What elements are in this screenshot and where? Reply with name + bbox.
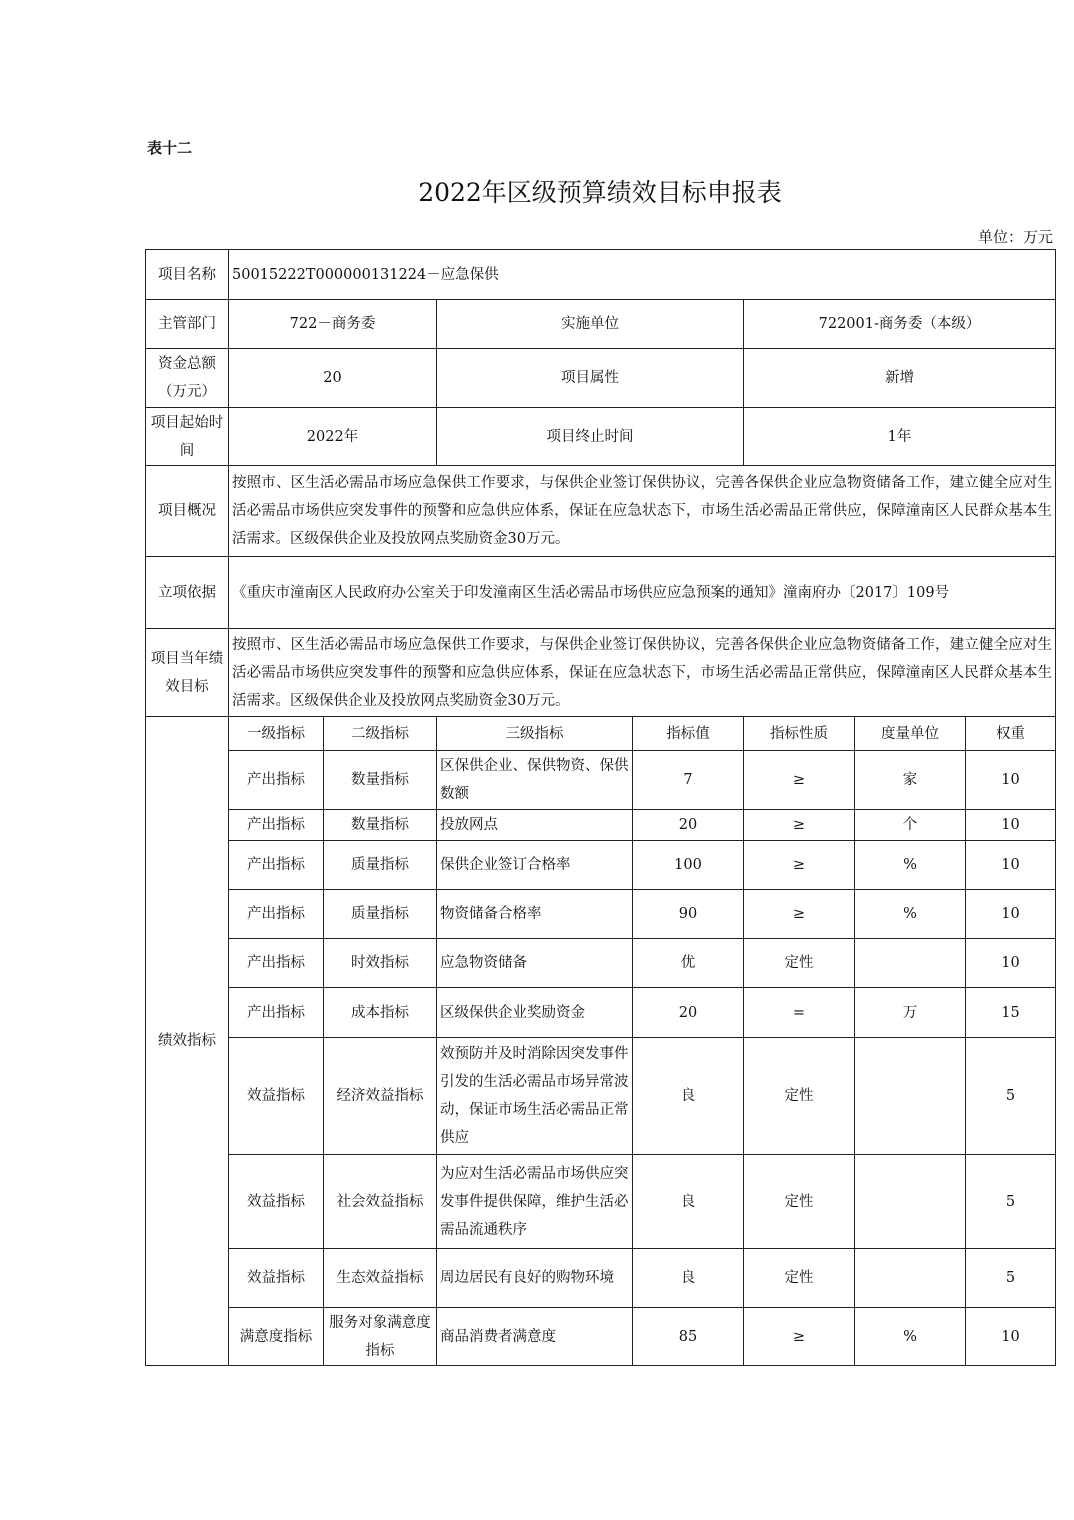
indicator-unit: % bbox=[855, 890, 966, 939]
indicator-level1: 产出指标 bbox=[229, 939, 324, 988]
indicator-row bbox=[146, 939, 1056, 988]
header-level1: 一级指标 bbox=[229, 717, 324, 751]
indicator-value: 良 bbox=[633, 1155, 744, 1249]
indicator-row bbox=[146, 1038, 1056, 1155]
indicator-weight: 10 bbox=[966, 810, 1056, 841]
indicators-section-label: 绩效指标 bbox=[146, 717, 229, 1366]
row-project-name bbox=[146, 250, 1056, 300]
indicator-weight: 5 bbox=[966, 1249, 1056, 1308]
indicator-level3: 投放网点 bbox=[437, 810, 633, 841]
project-name-value: 50015222T000000131224－应急保供 bbox=[229, 250, 1056, 300]
impl-value: 722001-商务委（本级） bbox=[744, 300, 1056, 349]
fund-label: 资金总额（万元） bbox=[146, 349, 229, 408]
indicator-level2: 数量指标 bbox=[324, 751, 437, 810]
header-level2: 二级指标 bbox=[324, 717, 437, 751]
dept-label: 主管部门 bbox=[146, 300, 229, 349]
performance-target-table bbox=[145, 249, 1056, 1366]
indicator-nature: 定性 bbox=[744, 1249, 855, 1308]
indicator-level1: 满意度指标 bbox=[229, 1308, 324, 1366]
goal-value: 按照市、区生活必需品市场应急保供工作要求，与保供企业签订保供协议，完善各保供企业应急物资储备工作，建立健全应对生活必需品市场供应突发事件的预警和应急供应体系，保证在应急状态下，市场生活必需品正常供应，保障潼南区人民群众基本生活需求。区级保供企业及投放网点奖励资金30万元。 bbox=[229, 629, 1056, 717]
indicator-level3: 效预防并及时消除因突发事件引发的生活必需品市场异常波动，保证市场生活必需品正常供应 bbox=[437, 1038, 633, 1155]
indicator-level2: 时效指标 bbox=[324, 939, 437, 988]
indicator-row bbox=[146, 841, 1056, 890]
indicator-weight: 10 bbox=[966, 1308, 1056, 1366]
indicator-row bbox=[146, 810, 1056, 841]
document-title: 2022年区级预算绩效目标申报表 bbox=[418, 178, 782, 207]
row-fund bbox=[146, 349, 1056, 408]
project-name-label: 项目名称 bbox=[146, 250, 229, 300]
indicator-unit bbox=[855, 1038, 966, 1155]
row-overview bbox=[146, 466, 1056, 557]
indicator-level1: 产出指标 bbox=[229, 890, 324, 939]
indicator-weight: 10 bbox=[966, 890, 1056, 939]
indicator-unit: 万 bbox=[855, 988, 966, 1038]
indicator-weight: 5 bbox=[966, 1038, 1056, 1155]
indicator-level1: 产出指标 bbox=[229, 810, 324, 841]
indicator-nature: = bbox=[744, 988, 855, 1038]
indicator-level2: 生态效益指标 bbox=[324, 1249, 437, 1308]
indicator-level1: 效益指标 bbox=[229, 1038, 324, 1155]
indicator-row bbox=[146, 890, 1056, 939]
fund-value: 20 bbox=[229, 349, 437, 408]
end-value: 1年 bbox=[744, 408, 1056, 466]
indicator-nature: 定性 bbox=[744, 939, 855, 988]
header-level3: 三级指标 bbox=[437, 717, 633, 751]
indicator-nature: ≥ bbox=[744, 810, 855, 841]
indicator-level2: 质量指标 bbox=[324, 841, 437, 890]
indicator-level2: 服务对象满意度指标 bbox=[324, 1308, 437, 1366]
row-basis bbox=[146, 557, 1056, 629]
indicator-unit: 个 bbox=[855, 810, 966, 841]
indicator-level3: 为应对生活必需品市场供应突发事件提供保障，维护生活必需品流通秩序 bbox=[437, 1155, 633, 1249]
header-unit: 度量单位 bbox=[855, 717, 966, 751]
indicator-weight: 10 bbox=[966, 841, 1056, 890]
indicator-nature: ≥ bbox=[744, 841, 855, 890]
overview-value: 按照市、区生活必需品市场应急保供工作要求，与保供企业签订保供协议，完善各保供企业应急物资储备工作，建立健全应对生活必需品市场供应突发事件的预警和应急供应体系，保证在应急状态下，市场生活必需品正常供应，保障潼南区人民群众基本生活需求。区级保供企业及投放网点奖励资金30万元。 bbox=[229, 466, 1056, 557]
indicator-nature: ≥ bbox=[744, 751, 855, 810]
indicator-level2: 成本指标 bbox=[324, 988, 437, 1038]
indicator-level3: 保供企业签订合格率 bbox=[437, 841, 633, 890]
indicator-value: 20 bbox=[633, 988, 744, 1038]
indicator-row bbox=[146, 988, 1056, 1038]
end-label: 项目终止时间 bbox=[437, 408, 744, 466]
indicator-weight: 10 bbox=[966, 939, 1056, 988]
indicator-row bbox=[146, 751, 1056, 810]
indicator-level3: 区级保供企业奖励资金 bbox=[437, 988, 633, 1038]
indicator-level1: 产出指标 bbox=[229, 841, 324, 890]
overview-label: 项目概况 bbox=[146, 466, 229, 557]
indicator-level1: 效益指标 bbox=[229, 1155, 324, 1249]
attr-value: 新增 bbox=[744, 349, 1056, 408]
indicator-level3: 周边居民有良好的购物环境 bbox=[437, 1249, 633, 1308]
indicator-row bbox=[146, 1155, 1056, 1249]
indicator-weight: 15 bbox=[966, 988, 1056, 1038]
indicator-header-row bbox=[146, 717, 1056, 751]
indicator-unit: 家 bbox=[855, 751, 966, 810]
indicator-level2: 社会效益指标 bbox=[324, 1155, 437, 1249]
indicator-level2: 质量指标 bbox=[324, 890, 437, 939]
indicator-level1: 产出指标 bbox=[229, 751, 324, 810]
indicator-level2: 数量指标 bbox=[324, 810, 437, 841]
indicator-nature: 定性 bbox=[744, 1038, 855, 1155]
indicator-row bbox=[146, 1308, 1056, 1366]
impl-label: 实施单位 bbox=[437, 300, 744, 349]
indicator-value: 良 bbox=[633, 1249, 744, 1308]
indicator-value: 85 bbox=[633, 1308, 744, 1366]
indicator-unit bbox=[855, 1155, 966, 1249]
header-value: 指标值 bbox=[633, 717, 744, 751]
table-number-label: 表十二 bbox=[147, 139, 193, 157]
header-nature: 指标性质 bbox=[744, 717, 855, 751]
basis-label: 立项依据 bbox=[146, 557, 229, 629]
unit-label: 单位：万元 bbox=[977, 228, 1053, 246]
indicator-weight: 5 bbox=[966, 1155, 1056, 1249]
indicator-nature: ≥ bbox=[744, 1308, 855, 1366]
row-department bbox=[146, 300, 1056, 349]
indicator-level3: 物资储备合格率 bbox=[437, 890, 633, 939]
indicator-value: 90 bbox=[633, 890, 744, 939]
goal-label: 项目当年绩效目标 bbox=[146, 629, 229, 717]
indicator-level3: 区保供企业、保供物资、保供数额 bbox=[437, 751, 633, 810]
header-weight: 权重 bbox=[966, 717, 1056, 751]
indicator-level3: 商品消费者满意度 bbox=[437, 1308, 633, 1366]
indicator-value: 良 bbox=[633, 1038, 744, 1155]
attr-label: 项目属性 bbox=[437, 349, 744, 408]
indicator-nature: 定性 bbox=[744, 1155, 855, 1249]
row-goal bbox=[146, 629, 1056, 717]
indicator-value: 20 bbox=[633, 810, 744, 841]
indicator-unit: % bbox=[855, 841, 966, 890]
start-value: 2022年 bbox=[229, 408, 437, 466]
row-time bbox=[146, 408, 1056, 466]
indicator-level1: 效益指标 bbox=[229, 1249, 324, 1308]
indicator-level2: 经济效益指标 bbox=[324, 1038, 437, 1155]
indicator-nature: ≥ bbox=[744, 890, 855, 939]
indicator-value: 7 bbox=[633, 751, 744, 810]
indicator-unit: % bbox=[855, 1308, 966, 1366]
indicator-unit bbox=[855, 939, 966, 988]
indicator-value: 100 bbox=[633, 841, 744, 890]
start-label: 项目起始时间 bbox=[146, 408, 229, 466]
basis-value: 《重庆市潼南区人民政府办公室关于印发潼南区生活必需品市场供应应急预案的通知》潼南府办〔2017〕109号 bbox=[229, 557, 1056, 629]
indicator-weight: 10 bbox=[966, 751, 1056, 810]
indicator-value: 优 bbox=[633, 939, 744, 988]
indicator-row bbox=[146, 1249, 1056, 1308]
indicator-level1: 产出指标 bbox=[229, 988, 324, 1038]
indicator-unit bbox=[855, 1249, 966, 1308]
dept-value: 722－商务委 bbox=[229, 300, 437, 349]
indicator-level3: 应急物资储备 bbox=[437, 939, 633, 988]
